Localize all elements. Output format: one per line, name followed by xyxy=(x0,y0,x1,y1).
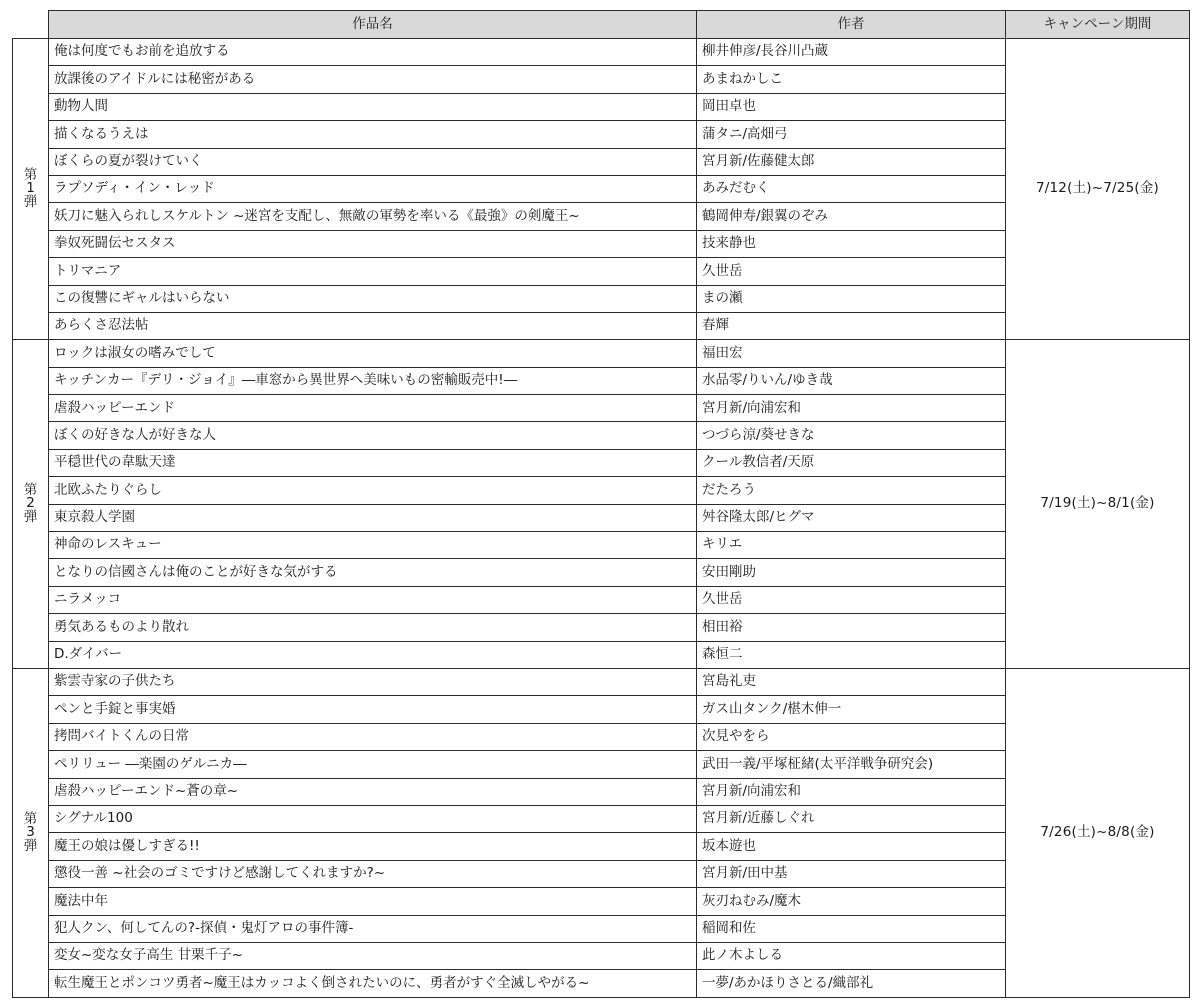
author-cell: 岡田卓也 xyxy=(697,93,1006,120)
author-cell: 春輝 xyxy=(697,312,1006,339)
table-row xyxy=(13,39,1190,66)
title-cell: 動物人間 xyxy=(49,93,697,120)
author-cell: 灰刃ねむみ/魔木 xyxy=(697,888,1006,915)
title-cell: あらくさ忍法帖 xyxy=(49,312,697,339)
table-row xyxy=(13,340,1190,367)
title-cell: 虐殺ハッピーエンド xyxy=(49,395,697,422)
title-cell: 俺は何度でもお前を追放する xyxy=(49,39,697,66)
title-cell: ぼくらの夏が裂けていく xyxy=(49,148,697,175)
title-cell: 北欧ふたりぐらし xyxy=(49,477,697,504)
title-cell: 紫雲寺家の子供たち xyxy=(49,668,697,695)
title-cell: ニラメッコ xyxy=(49,586,697,613)
author-cell: 一夢/あかほりさとる/織部礼 xyxy=(697,970,1006,997)
author-cell: 久世岳 xyxy=(697,586,1006,613)
title-cell: ロックは淑女の嗜みでして xyxy=(49,340,697,367)
title-cell: 魔王の娘は優しすぎる!! xyxy=(49,833,697,860)
title-cell: 虐殺ハッピーエンド~蒼の章~ xyxy=(49,778,697,805)
title-cell: 描くなるうえは xyxy=(49,121,697,148)
title-cell: 勇気あるものより散れ xyxy=(49,614,697,641)
title-cell: キッチンカー『デリ・ジョイ』―車窓から異世界へ美味いもの密輸販売中!― xyxy=(49,367,697,394)
author-cell: だたろう xyxy=(697,477,1006,504)
title-cell: ぼくの好きな人が好きな人 xyxy=(49,422,697,449)
author-cell: あまねかしこ xyxy=(697,66,1006,93)
title-cell: D.ダイバー xyxy=(49,641,697,668)
title-cell: ペリリュー ―楽園のゲルニカ― xyxy=(49,751,697,778)
title-cell: 転生魔王とポンコツ勇者~魔王はカッコよく倒されたいのに、勇者がすぐ全滅しやがる~ xyxy=(49,970,697,997)
title-cell: 妖刀に魅入られしスケルトン ~迷宮を支配し、無敵の軍勢を率いる《最強》の剣魔王~ xyxy=(49,203,697,230)
group-label-line: 第 xyxy=(23,166,38,183)
author-cell: 相田裕 xyxy=(697,614,1006,641)
group-label xyxy=(13,39,49,340)
author-cell: 宮月新/佐藤健太郎 xyxy=(697,148,1006,175)
title-cell: 神命のレスキュー xyxy=(49,532,697,559)
group-label xyxy=(13,668,49,997)
author-cell: 水品零/りいん/ゆき哉 xyxy=(697,367,1006,394)
author-cell: 安田剛助 xyxy=(697,559,1006,586)
title-cell: 魔法中年 xyxy=(49,888,697,915)
group-label-line: 2 xyxy=(26,495,35,512)
title-cell: ラプソディ・イン・レッド xyxy=(49,175,697,202)
campaign-period: 7/12(土)~7/25(金) xyxy=(1006,39,1190,340)
header-period: キャンペーン期間 xyxy=(1006,11,1190,39)
author-cell: キリエ xyxy=(697,532,1006,559)
title-cell: トリマニア xyxy=(49,258,697,285)
author-cell: クール教信者/天原 xyxy=(697,449,1006,476)
author-cell: 宮島礼吏 xyxy=(697,668,1006,695)
author-cell: 舛谷隆太郎/ヒグマ xyxy=(697,504,1006,531)
author-cell: あみだむく xyxy=(697,175,1006,202)
group-label-line: 1 xyxy=(26,180,35,197)
author-cell: 柳井伸彦/長谷川凸蔵 xyxy=(697,39,1006,66)
author-cell: 宮月新/近藤しぐれ xyxy=(697,805,1006,832)
group-label-line: 第 xyxy=(23,810,38,827)
title-cell: ペンと手錠と事実婚 xyxy=(49,696,697,723)
title-cell: 東京殺人学園 xyxy=(49,504,697,531)
title-cell: 犯人クン、何してんの?-探偵・鬼灯アロの事件簿- xyxy=(49,915,697,942)
title-cell: 懲役一善 ~社会のゴミですけど感謝してくれますか?~ xyxy=(49,860,697,887)
table-row xyxy=(13,668,1190,695)
header-group xyxy=(13,11,49,39)
group-label-line: 弾 xyxy=(23,837,38,854)
author-cell: 稲岡和佐 xyxy=(697,915,1006,942)
group-label-line: 弾 xyxy=(23,193,38,210)
author-cell: 宮月新/向浦宏和 xyxy=(697,395,1006,422)
title-cell: 変女~変な女子高生 甘栗千子~ xyxy=(49,942,697,969)
campaign-period: 7/26(土)~8/8(金) xyxy=(1006,668,1190,997)
author-cell: 坂本遊也 xyxy=(697,833,1006,860)
author-cell: 技来静也 xyxy=(697,230,1006,257)
author-cell: 鶴岡伸寿/銀翼のぞみ xyxy=(697,203,1006,230)
author-cell: 此ノ木よしる xyxy=(697,942,1006,969)
group-label xyxy=(13,340,49,669)
title-cell: 平穏世代の韋駄天達 xyxy=(49,449,697,476)
title-cell: 放課後のアイドルには秘密がある xyxy=(49,66,697,93)
author-cell: 森恒二 xyxy=(697,641,1006,668)
campaign-period: 7/19(土)~8/1(金) xyxy=(1006,340,1190,669)
group-label-line: 第 xyxy=(23,481,38,498)
author-cell: つづら涼/葵せきな xyxy=(697,422,1006,449)
title-cell: 拷問バイトくんの日常 xyxy=(49,723,697,750)
group-label-line: 弾 xyxy=(23,508,38,525)
title-cell: 拳奴死闘伝セスタス xyxy=(49,230,697,257)
author-cell: まの瀬 xyxy=(697,285,1006,312)
table-header xyxy=(13,11,1190,39)
author-cell: 久世岳 xyxy=(697,258,1006,285)
header-author: 作者 xyxy=(697,11,1006,39)
author-cell: 宮月新/田中基 xyxy=(697,860,1006,887)
author-cell: 次見やをら xyxy=(697,723,1006,750)
author-cell: 宮月新/向浦宏和 xyxy=(697,778,1006,805)
author-cell: 武田一義/平塚柾緒(太平洋戦争研究会) xyxy=(697,751,1006,778)
author-cell: 蒲タニ/高畑弓 xyxy=(697,121,1006,148)
author-cell: 福田宏 xyxy=(697,340,1006,367)
title-cell: シグナル100 xyxy=(49,805,697,832)
table-body xyxy=(13,39,1190,998)
group-label-line: 3 xyxy=(26,824,35,841)
title-cell: この復讐にギャルはいらない xyxy=(49,285,697,312)
title-cell: となりの信國さんは俺のことが好きな気がする xyxy=(49,559,697,586)
author-cell: ガス山タンク/椹木伸一 xyxy=(697,696,1006,723)
header-title: 作品名 xyxy=(49,11,697,39)
campaign-table xyxy=(12,10,1190,998)
